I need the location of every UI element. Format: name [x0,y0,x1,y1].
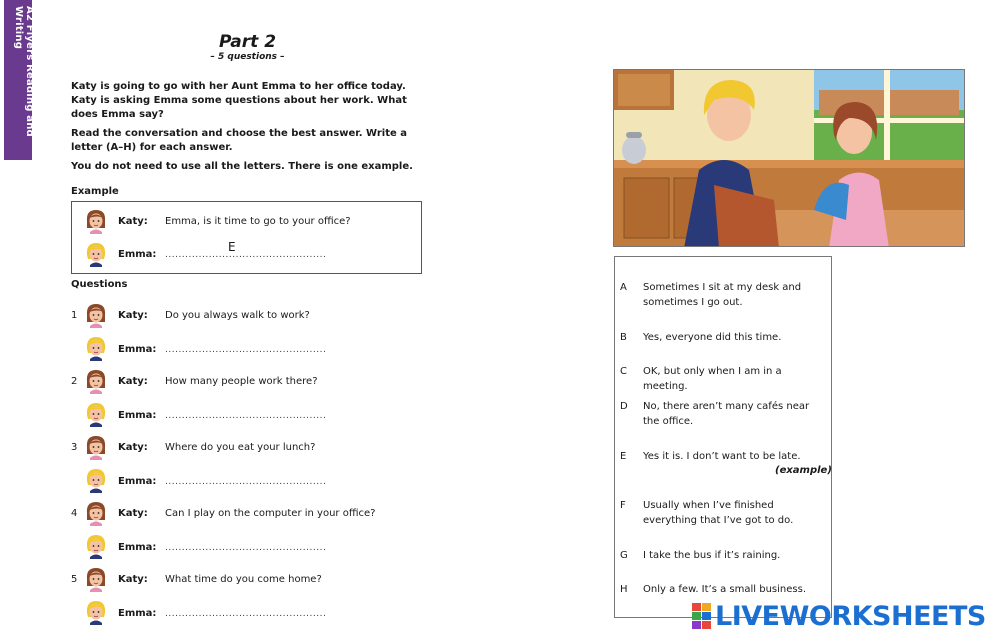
answer-input-5[interactable]: ................................................ [165,609,327,619]
answer-input-2[interactable]: ................................................ [165,411,327,421]
example-tag: (example) [775,465,832,476]
emma-face-icon [84,599,108,625]
emma-face-icon [84,533,108,559]
option-text: Sometimes I sit at my desk and sometimes I go out. [643,282,802,308]
questions-label: Questions [71,279,128,290]
katy-speaker: Katy: [118,442,148,453]
answer-input-3[interactable]: ................................................ [165,477,327,487]
logo-text: LIVEWORKSHEETS [715,600,986,632]
question-text: Where do you eat your lunch? [165,442,316,453]
katy-speaker: Katy: [118,376,148,387]
example-katy-speaker: Katy: [118,216,148,227]
emma-face-icon [84,335,108,361]
katy-speaker: Katy: [118,574,148,585]
example-emma-speaker: Emma: [118,249,157,260]
option-letter: E [620,451,627,462]
answer-input-4[interactable]: ................................................ [165,543,327,553]
liveworksheets-logo-icon [692,603,712,629]
answer-input-1[interactable]: ................................................ [165,345,327,355]
answer-options-box [614,256,832,618]
page-subtitle: – 5 questions – [210,52,285,62]
option-text: Only a few. It’s a small business. [643,584,807,595]
option-letter: G [620,550,628,561]
example-answer: E [228,240,236,254]
katy-face-icon [84,368,108,394]
emma-face-icon [84,467,108,493]
option-letter: B [620,332,627,343]
question-text: Can I play on the computer in your office? [165,508,376,519]
option-letter: C [620,366,627,377]
emma-face-icon [84,401,108,427]
question-number: 4 [71,508,78,519]
emma-speaker: Emma: [118,410,157,421]
page-title: Part 2 [218,32,277,52]
illustration [613,69,965,247]
emma-speaker: Emma: [118,344,157,355]
option-text: Yes, everyone did this time. [643,332,782,343]
side-tab-label: A2 Flyers Reading and Writing [13,6,35,137]
option-text: No, there aren’t many cafés near the office. [643,401,810,427]
question-text: What time do you come home? [165,574,322,585]
liveworksheets-logo[interactable] [692,600,986,632]
instruction-paragraph-2: Read the conversation and choose the best answer. Write a letter (A–H) for each answer. [71,128,408,153]
example-answer-line: ................................................ [165,250,327,260]
question-text: How many people work there? [165,376,318,387]
emma-speaker: Emma: [118,476,157,487]
instruction-paragraph-3: You do not need to use all the letters. There is one example. [71,161,413,172]
question-number: 5 [71,574,78,585]
emma-speaker: Emma: [118,608,157,619]
question-number: 3 [71,442,78,453]
katy-speaker: Katy: [118,508,148,519]
option-letter: F [620,500,626,511]
option-text: OK, but only when I am in a meeting. [643,366,782,392]
option-letter: A [620,282,627,293]
option-text: I take the bus if it’s raining. [643,550,781,561]
option-letter: H [620,584,628,595]
example-label: Example [71,186,119,197]
question-text: Do you always walk to work? [165,310,310,321]
katy-face-icon [84,434,108,460]
side-tab [4,0,35,160]
question-number: 2 [71,376,78,387]
katy-face-icon [84,566,108,592]
example-katy-line: Emma, is it time to go to your office? [165,216,351,227]
question-number: 1 [71,310,78,321]
option-text: Usually when I’ve finished everything that I’ve got to do. [643,500,794,526]
emma-speaker: Emma: [118,542,157,553]
emma-face-icon [84,241,108,267]
option-letter: D [620,401,628,412]
katy-face-icon [84,302,108,328]
kitchen-scene-illustration [614,70,965,247]
option-text: Yes it is. I don’t want to be late. [643,451,801,462]
katy-speaker: Katy: [118,310,148,321]
katy-face-icon [84,208,108,234]
katy-face-icon [84,500,108,526]
instruction-paragraph-1: Katy is going to go with her Aunt Emma to her office today. Katy is asking Emma some questions about her work. What does Emma say? [71,81,407,120]
example-box [71,201,422,274]
